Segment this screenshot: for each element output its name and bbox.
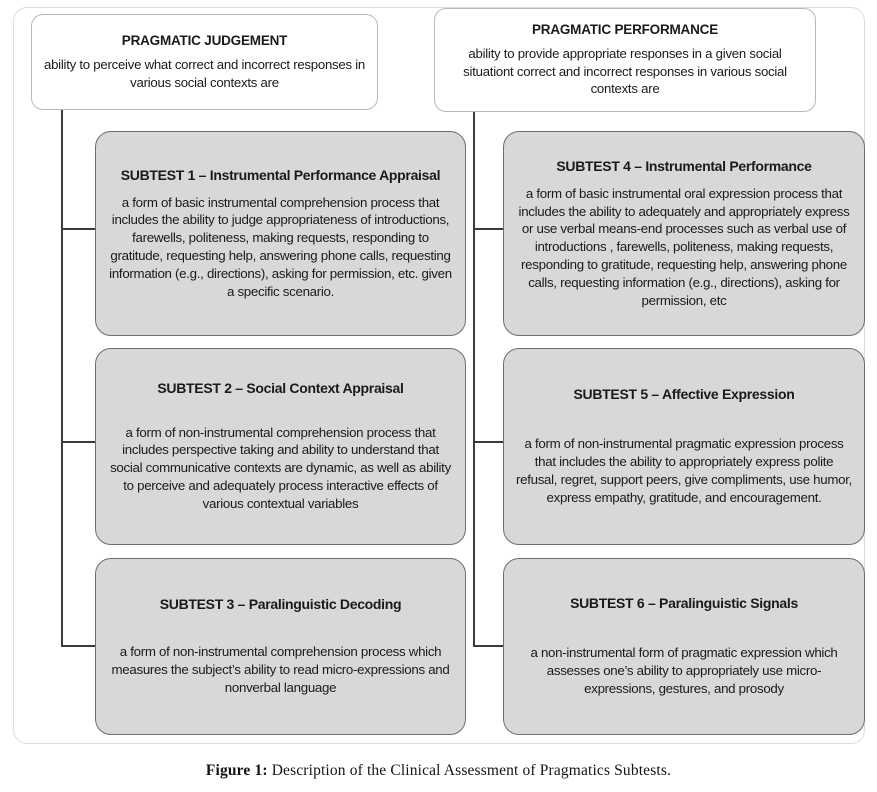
subtest-description-3: a form of non-instrumental comprehension process which measures the subject’s ability to read micro-expressions and nonverbal language [111, 644, 450, 695]
header-title-pragmatic-judgement: PRAGMATIC JUDGEMENT [121, 33, 288, 49]
subtest-description-5: a form of non-instrumental pragmatic expression process that includes the ability to appropriately express polite refusal, regret, support peers, give compliments, use humor, express empathy, gratitude, and encouragement. [515, 436, 852, 505]
subtest-box-3 [95, 558, 466, 735]
subtest-description-4: a form of basic instrumental oral expression process that includes the ability to adequately and appropriately express or use verbal means-end processes such as verbal use of introductions , farewells, politeness, making requests, responding to gratitude, requesting help, answering phone calls, requesting information (e.g., directions), asking for permission, etc [518, 185, 850, 308]
subtest-description-2: a form of non-instrumental comprehension process that includes perspective taking and ability to understand that social communicative contexts are dynamic, as well as ability to perceive and adequately process interactive effects of various contextual variables [110, 424, 451, 511]
connector-branch-subtest-4 [473, 228, 505, 230]
figure-caption [0, 762, 877, 780]
connector-branch-subtest-6 [473, 645, 505, 647]
connector-trunk-performance [473, 112, 475, 646]
subtest-title-4: SUBTEST 4 – Instrumental Performance [556, 157, 812, 174]
subtest-box-2 [95, 348, 466, 545]
subtest-title-3: SUBTEST 3 – Paralinguistic Decoding [159, 596, 402, 613]
connector-branch-subtest-2 [61, 441, 97, 443]
header-box-pragmatic-judgement [31, 14, 378, 110]
subtest-box-4 [503, 131, 865, 336]
subtest-box-6 [503, 558, 865, 735]
connector-trunk-judgement [61, 110, 63, 646]
figure-caption-label: Figure 1: [205, 762, 272, 779]
subtest-box-1 [95, 131, 466, 336]
connector-branch-subtest-3 [61, 645, 97, 647]
header-box-pragmatic-performance [434, 8, 816, 112]
subtest-title-2: SUBTEST 2 – Social Context Appraisal [157, 380, 404, 397]
header-description-pragmatic-judgement: ability to perceive what correct and incorrect responses in various social contexts are [44, 57, 365, 90]
header-description-pragmatic-performance: ability to provide appropriate responses in a given social situationt correct and incorrect responses in various social contexts are [463, 46, 787, 97]
subtest-title-5: SUBTEST 5 – Affective Expression [573, 386, 795, 403]
subtest-box-5 [503, 348, 865, 545]
subtest-description-1: a form of basic instrumental comprehension process that includes the ability to judge appropriateness of introductions, farewells, politeness, making requests, responding to gratitude, requesting help, answering phone calls, requesting information (e.g., directions), asking for permission, etc. given a specific scenario. [109, 194, 452, 299]
subtest-description-6: a non-instrumental form of pragmatic expression which assesses one’s ability to appropriately use micro-expressions, gestures, and prosody [530, 645, 838, 696]
connector-branch-subtest-1 [61, 228, 97, 230]
subtest-title-6: SUBTEST 6 – Paralinguistic Signals [570, 595, 798, 612]
subtest-title-1: SUBTEST 1 – Instrumental Performance Appraisal [120, 166, 441, 183]
header-title-pragmatic-performance: PRAGMATIC PERFORMANCE [531, 22, 719, 38]
figure-caption-text: Description of the Clinical Assessment of Pragmatics Subtests. [271, 762, 672, 779]
connector-branch-subtest-5 [473, 441, 505, 443]
